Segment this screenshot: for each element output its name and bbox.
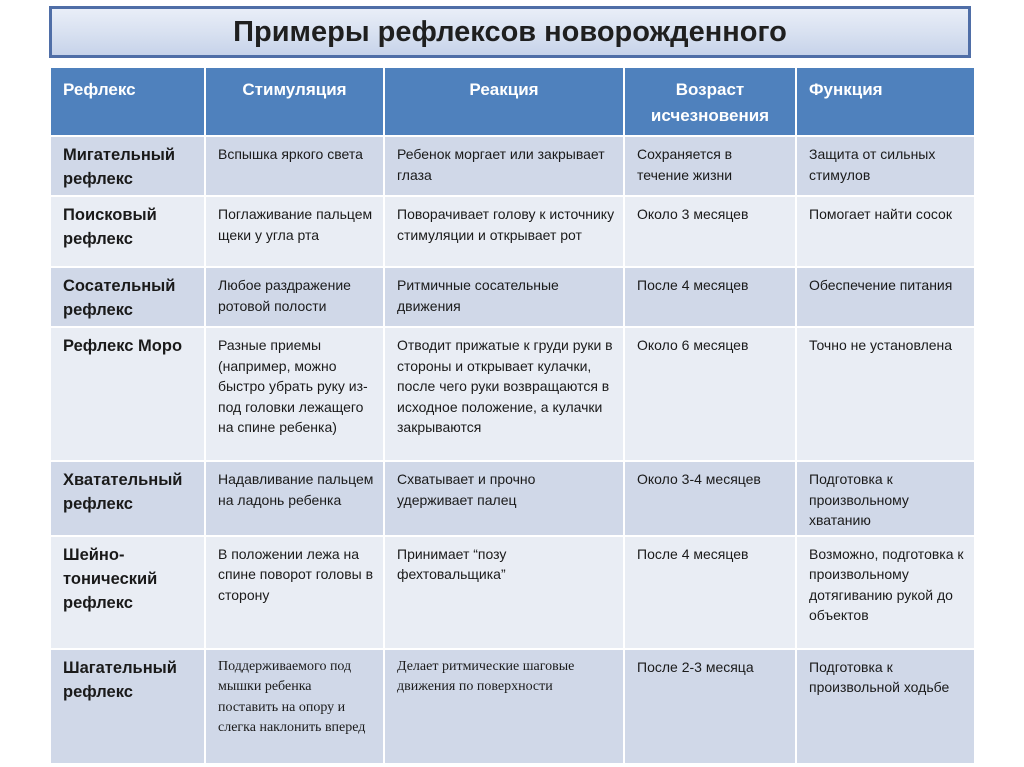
cell-function: Подготовка к произвольной ходьбе <box>796 649 975 764</box>
table-row <box>50 649 975 764</box>
cell-reflex: Хватательный рефлекс <box>50 461 205 536</box>
title-box <box>49 6 971 58</box>
table-row <box>50 196 975 267</box>
reflex-table <box>49 66 976 765</box>
table-row <box>50 536 975 649</box>
cell-function: Помогает найти сосок <box>796 196 975 267</box>
cell-reflex: Поисковый рефлекс <box>50 196 205 267</box>
cell-function: Возможно, подготовка к произвольному дотягиванию рукой до объектов <box>796 536 975 649</box>
cell-reflex: Мигательный рефлекс <box>50 136 205 196</box>
cell-age: Около 3 месяцев <box>624 196 796 267</box>
cell-stimulation: В положении лежа на спине поворот головы в сторону <box>205 536 384 649</box>
cell-stimulation: Вспышка яркого света <box>205 136 384 196</box>
cell-age: После 4 месяцев <box>624 536 796 649</box>
header-reaction: Реакция <box>384 67 624 136</box>
cell-function: Точно не установлена <box>796 327 975 461</box>
cell-reflex: Рефлекс Моро <box>50 327 205 461</box>
cell-stimulation: Поглаживание пальцем щеки у угла рта <box>205 196 384 267</box>
header-reflex: Рефлекс <box>50 67 205 136</box>
table-row <box>50 136 975 196</box>
cell-age: Около 3-4 месяцев <box>624 461 796 536</box>
table-row <box>50 327 975 461</box>
cell-reaction: Ритмичные сосательные движения <box>384 267 624 327</box>
cell-reflex: Сосательный рефлекс <box>50 267 205 327</box>
cell-reaction: Поворачивает голову к источнику стимуляции и открывает рот <box>384 196 624 267</box>
cell-function: Защита от сильных стимулов <box>796 136 975 196</box>
cell-age: Около 6 месяцев <box>624 327 796 461</box>
table-row <box>50 461 975 536</box>
cell-reflex: Шагательный рефлекс <box>50 649 205 764</box>
cell-age: Сохраняется в течение жизни <box>624 136 796 196</box>
cell-reaction: Принимает “позу фехтовальщика” <box>384 536 624 649</box>
cell-stimulation: Любое раздражение ротовой полости <box>205 267 384 327</box>
cell-stimulation: Разные приемы (например, можно быстро убрать руку из-под головки лежащего на спине ребенка) <box>205 327 384 461</box>
cell-age: После 2-3 месяца <box>624 649 796 764</box>
cell-age: После 4 месяцев <box>624 267 796 327</box>
cell-reaction: Ребенок моргает или закрывает глаза <box>384 136 624 196</box>
cell-stimulation: Надавливание пальцем на ладонь ребенка <box>205 461 384 536</box>
cell-reaction: Делает ритмические шаговые движения по поверхности <box>384 649 624 764</box>
cell-reaction: Отводит прижатые к груди руки в стороны и открывает кулачки, после чего руки возвращаются в исходное положение, а кулачки закрываются <box>384 327 624 461</box>
cell-reflex: Шейно-тонический рефлекс <box>50 536 205 649</box>
header-function: Функция <box>796 67 975 136</box>
cell-function: Подготовка к произвольному хватанию <box>796 461 975 536</box>
header-stimulation: Стимуляция <box>205 67 384 136</box>
table-row <box>50 267 975 327</box>
cell-stimulation: Поддерживаемого под мышки ребенка поставить на опору и слегка наклонить вперед <box>205 649 384 764</box>
header-age: Возраст исчезновения <box>624 67 796 136</box>
page-title: Примеры рефлексов новорожденного <box>233 15 787 48</box>
cell-function: Обеспечение питания <box>796 267 975 327</box>
table-header-row <box>50 67 975 136</box>
cell-reaction: Схватывает и прочно удерживает палец <box>384 461 624 536</box>
